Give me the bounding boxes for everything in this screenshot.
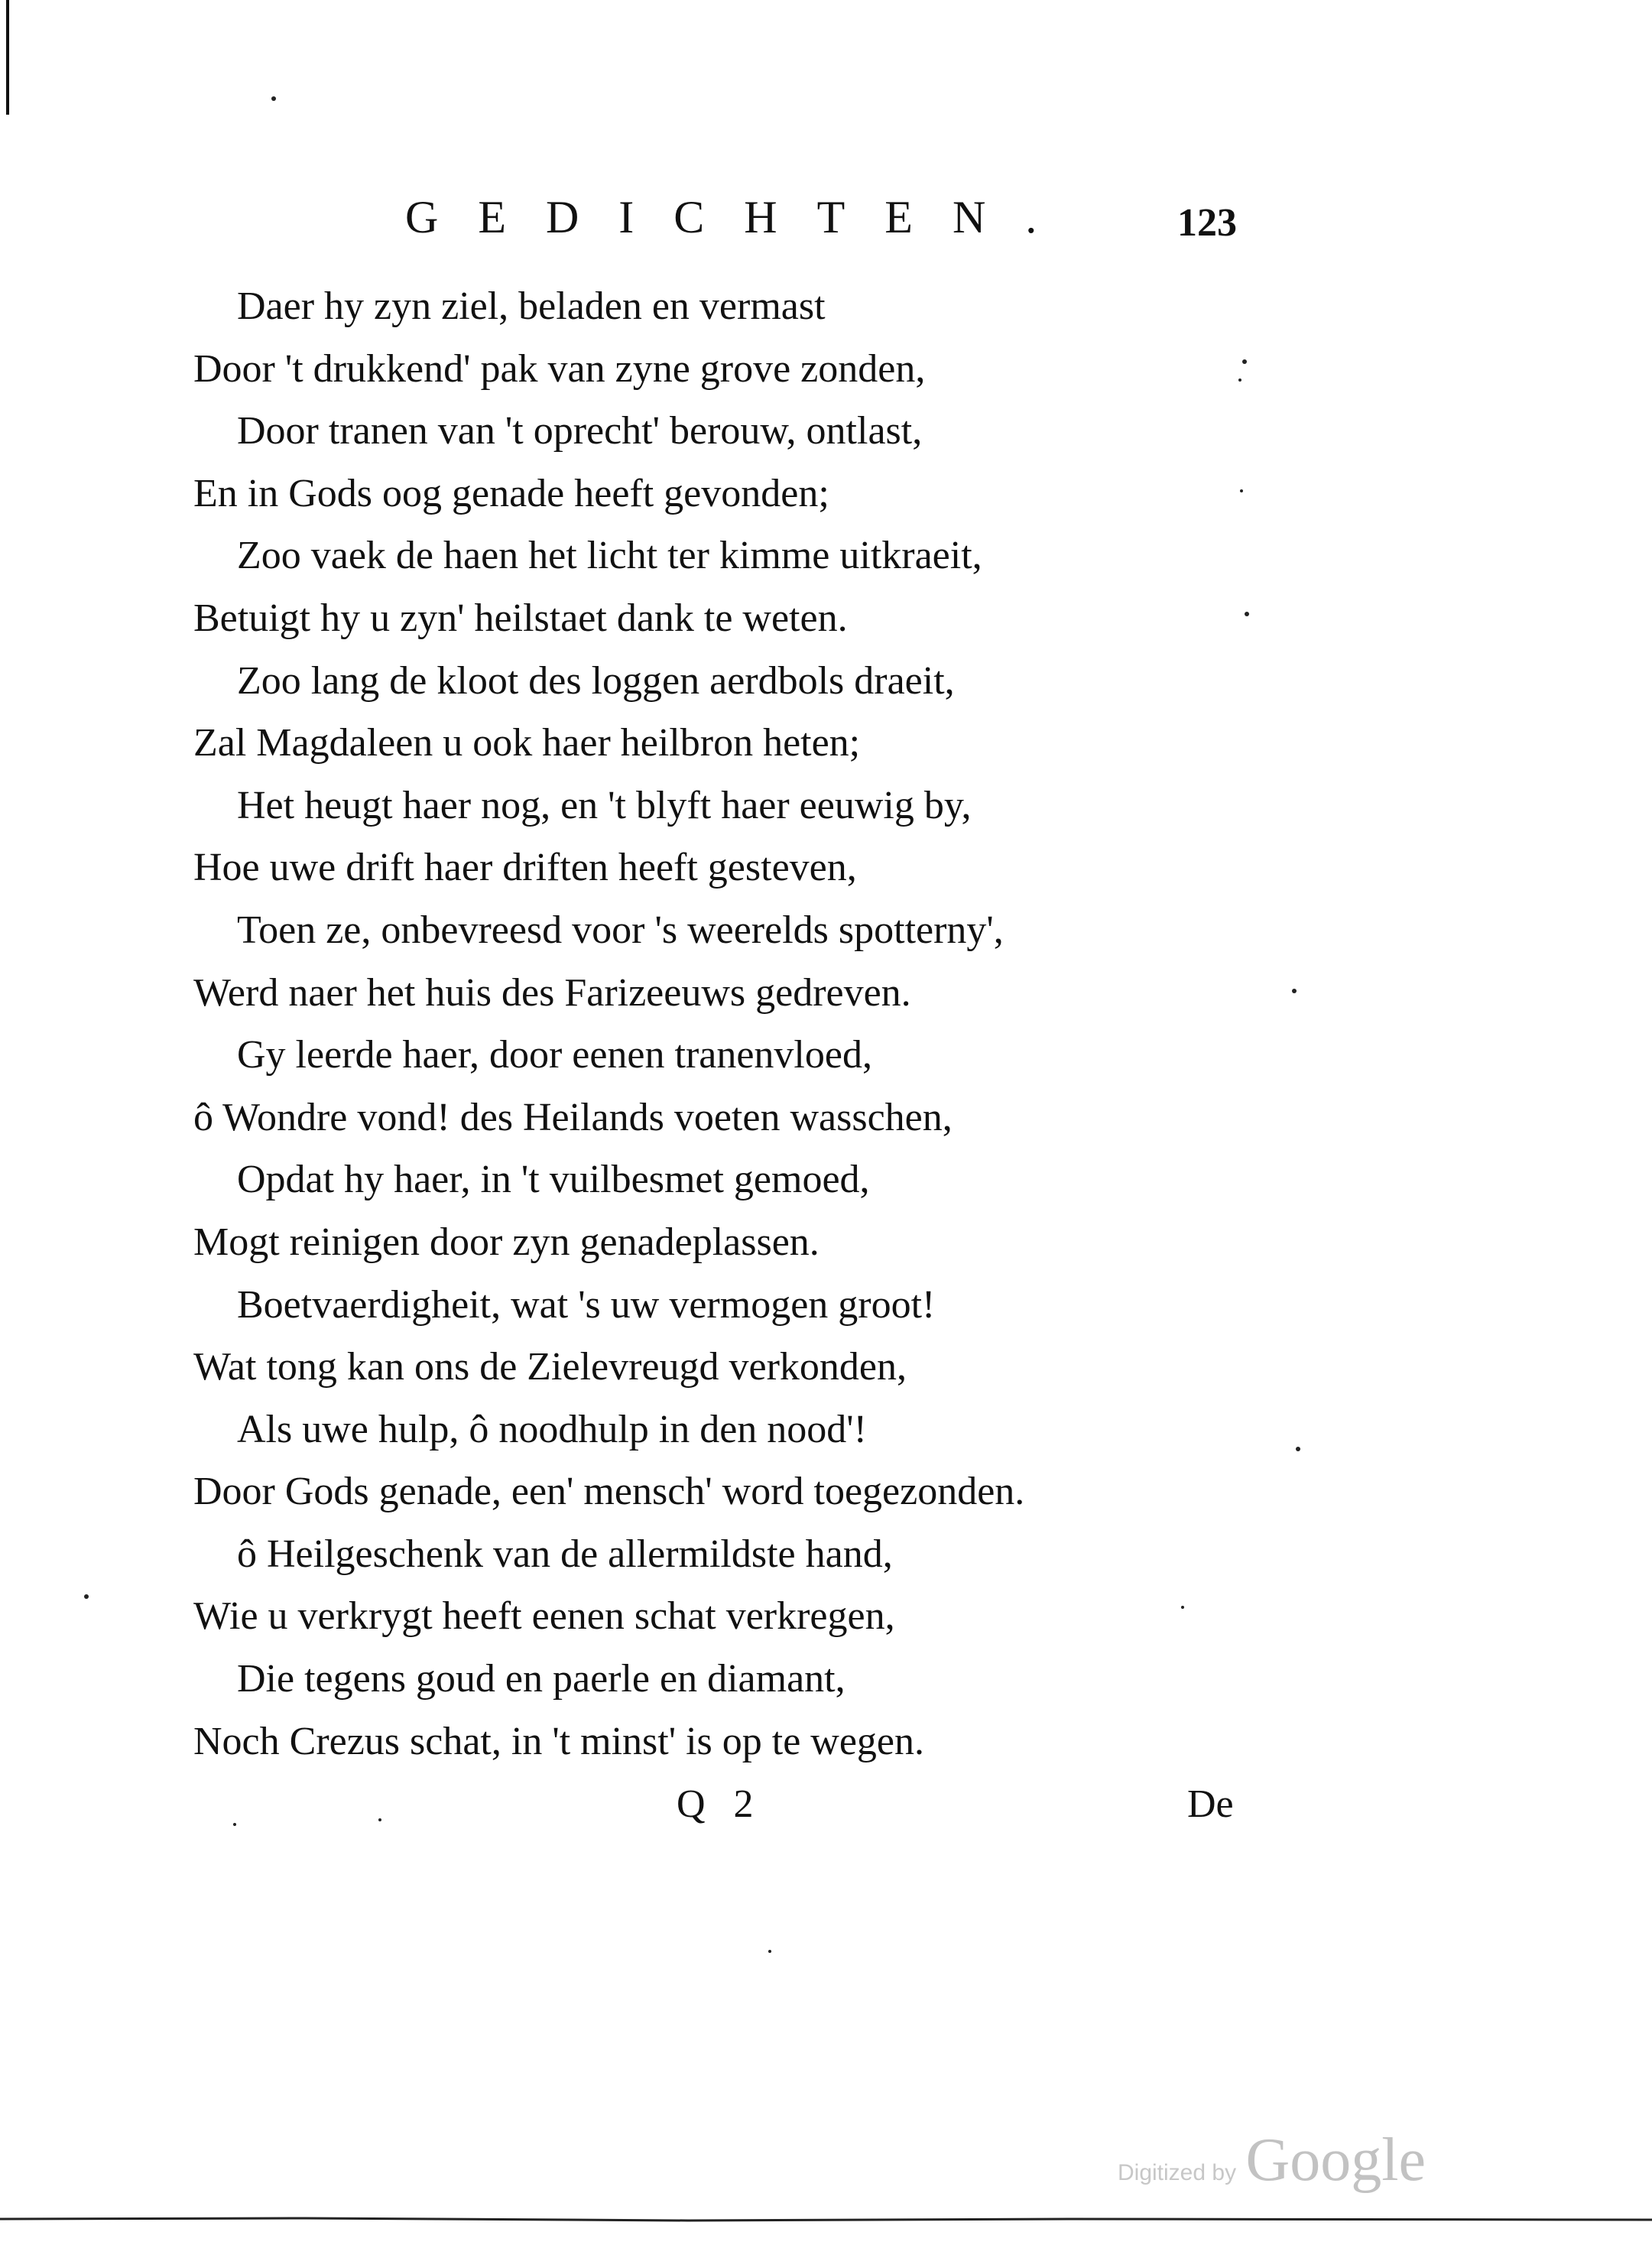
signature-mark: Q 2 xyxy=(677,1782,763,1826)
digitized-watermark xyxy=(1118,2126,1426,2195)
poem-line: Zoo vaek de haen het licht ter kimme uitkraeit, xyxy=(237,534,982,578)
scan-speck xyxy=(1292,989,1297,993)
poem-line: En in Gods oog genade heeft gevonden; xyxy=(193,471,829,515)
scan-speck xyxy=(1245,612,1249,616)
poem-line: Opdat hy haer, in 't vuilbesmet gemoed, xyxy=(237,1158,870,1202)
poem-line: ô Wondre vond! des Heilands voeten wasschen, xyxy=(193,1095,953,1139)
scan-speck xyxy=(1240,489,1243,492)
watermark-brand-logo: Google xyxy=(1245,2126,1426,2194)
scan-speck xyxy=(1238,378,1241,382)
scan-speck xyxy=(1181,1606,1184,1609)
poem-line: Wat tong kan ons de Zielevreugd verkonden, xyxy=(193,1345,907,1389)
poem-text xyxy=(193,275,1531,1772)
poem-line: Werd naer het huis des Farizeeuws gedreven. xyxy=(193,970,911,1015)
poem-line: Hoe uwe drift haer driften heeft gesteven, xyxy=(193,846,857,890)
running-title: GEDICHTEN. xyxy=(405,192,1077,242)
poem-line: Boetvaerdigheit, wat 's uw vermogen groot! xyxy=(237,1282,936,1327)
poem-line: Door Gods genade, een' mensch' word toegezonden. xyxy=(193,1470,1025,1514)
scan-speck xyxy=(84,1594,89,1599)
page-bottom-edge xyxy=(0,2216,1652,2222)
scan-speck xyxy=(271,96,276,101)
scan-speck xyxy=(768,1950,771,1953)
poem-line: Zal Magdaleen u ook haer heilbron heten; xyxy=(193,721,861,765)
poem-line: Die tegens goud en paerle en diamant, xyxy=(237,1657,845,1701)
page-edge-rule xyxy=(6,0,9,115)
poem-line: Zoo lang de kloot des loggen aerdbols draeit, xyxy=(237,658,955,703)
poem-line: Noch Crezus schat, in 't minst' is op te wegen. xyxy=(193,1719,925,1763)
poem-line: Daer hy zyn ziel, beladen en vermast xyxy=(237,284,826,328)
poem-line: Het heugt haer nog, en 't blyft haer eeuwig by, xyxy=(237,783,972,827)
scan-speck xyxy=(233,1823,236,1826)
poem-line: Toen ze, onbevreesd voor 's weerelds spotterny', xyxy=(237,908,1004,952)
page-number: 123 xyxy=(1177,201,1237,245)
poem-line: Door tranen van 't oprecht' berouw, ontlast, xyxy=(237,409,923,453)
scan-speck xyxy=(378,1818,381,1821)
watermark-prefix: Digitized by xyxy=(1118,2160,1237,2185)
scan-speck xyxy=(1296,1447,1300,1451)
poem-line: ô Heilgeschenk van de allermildste hand, xyxy=(237,1532,893,1576)
poem-line: Mogt reinigen door zyn genadeplassen. xyxy=(193,1220,820,1264)
scan-speck xyxy=(1242,359,1247,364)
poem-line: Betuigt hy u zyn' heilstaet dank te weten. xyxy=(193,596,848,640)
poem-line: Als uwe hulp, ô noodhulp in den nood'! xyxy=(237,1407,867,1451)
poem-line: Door 't drukkend' pak van zyne grove zonden, xyxy=(193,346,926,391)
poem-line: Gy leerde haer, door eenen tranenvloed, xyxy=(237,1033,872,1077)
catchword: De xyxy=(1187,1782,1234,1826)
poem-line: Wie u verkrygt heeft eenen schat verkregen, xyxy=(193,1594,895,1639)
